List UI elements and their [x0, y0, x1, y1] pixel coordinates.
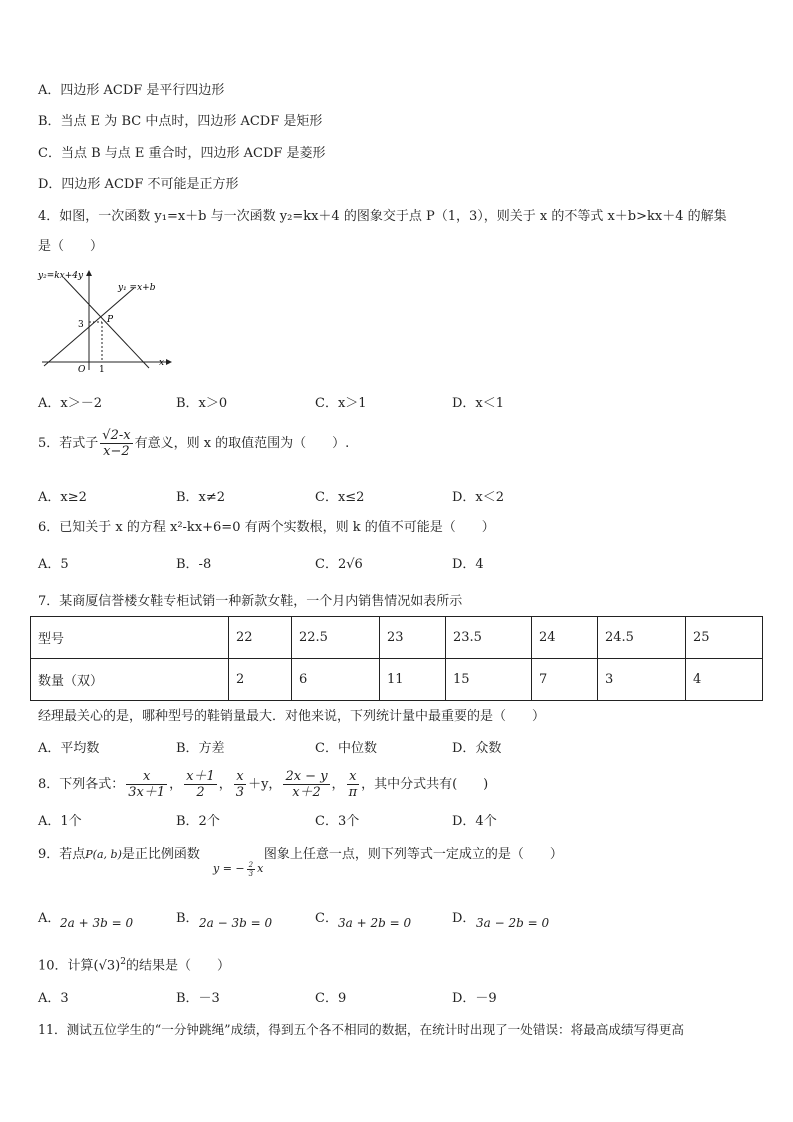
table-cell: 24.5: [598, 617, 686, 659]
q6-option-b: B．-8: [176, 557, 212, 572]
q7-option-b: B．方差: [176, 741, 225, 756]
q5-suffix: 有意义，则 x 的取值范围为（ ）.: [134, 436, 350, 451]
table-cell: 2: [229, 659, 292, 701]
q8-f2-denominator: 2: [196, 785, 205, 800]
q9-option-c-label: C．: [315, 911, 338, 926]
q9-stem: [38, 846, 563, 864]
q8-f5-numerator: x: [347, 769, 360, 785]
q8-suffix: ，其中分式共有( ): [361, 777, 489, 792]
q9-suffix: 图象上任意一点，则下列等式一定成立的是（ ）: [263, 847, 563, 862]
table-cell: 23.5: [446, 617, 532, 659]
q9-option-b-label: B．: [176, 911, 199, 926]
q3-option-a: A．四边形 ACDF 是平行四边形: [38, 83, 225, 98]
sales-table: [30, 616, 763, 701]
q8-fraction-3: [234, 769, 246, 800]
q8-f3-denominator: 3: [235, 785, 245, 800]
q4-option-a: A．x＞－2: [38, 396, 102, 411]
table-cell: 4: [686, 659, 763, 701]
table-cell: 3: [598, 659, 686, 701]
q10-option-c: C．9: [315, 991, 347, 1006]
q9-mid: 是正比例函数: [121, 847, 200, 862]
q8-option-d: D．4个: [452, 814, 497, 829]
q8-f2-numerator: x＋1: [186, 769, 215, 784]
q10-stem: [38, 953, 230, 975]
q8-f5-denominator: π: [348, 785, 358, 800]
q6-stem: 6．已知关于 x 的方程 x²-kx+6=0 有两个实数根，则 k 的值不可能是（ ）: [38, 520, 495, 535]
table-cell: 22.5: [292, 617, 380, 659]
q5-prefix: 5．若式子: [38, 436, 99, 451]
y2-label: y₂=kx+4: [38, 271, 79, 281]
q9-function: [213, 860, 263, 878]
q5-denominator: x−2: [103, 444, 130, 459]
q5-option-d: D．x＜2: [452, 490, 505, 505]
q10-expr: (√3): [93, 958, 121, 974]
q9-func-lhs: y = −: [213, 862, 245, 875]
point-p-label: P: [107, 315, 114, 325]
q10-suffix: 的结果是（ ）: [125, 958, 230, 974]
q4-graph: [34, 266, 174, 376]
origin-label: O: [78, 365, 86, 375]
q6-option-d: D．4: [452, 557, 484, 572]
q10-exponent: 2: [120, 957, 126, 967]
q4-option-c: C．x＞1: [315, 396, 367, 411]
q8-stem: 8．下列各式： $\frac{x}{3x+1}$ ， $\frac{x+1}{2}$ ， $\frac{x}{3}$ ＋y， $\frac{2x - y}{x+2}$ ， $\frac{x}{\pi}$ ，其中分式共有( ): [38, 769, 489, 800]
q8-prefix: 8．下列各式：: [38, 777, 125, 792]
q8-f4-denominator: x＋2: [292, 785, 321, 800]
q8-f1-denominator: 3x＋1: [128, 785, 166, 800]
tick-1-label: 1: [99, 365, 105, 375]
q8-option-b: B．2个: [176, 814, 220, 829]
table-cell: 6: [292, 659, 380, 701]
table-cell: 22: [229, 617, 292, 659]
q7-after-text: 经理最关心的是，哪种型号的鞋销量最大．对他来说，下列统计量中最重要的是（ ）: [38, 709, 546, 724]
table-cell: 数量（双）: [31, 659, 229, 701]
q6-option-c: C．2√6: [315, 557, 363, 572]
q9-func-numerator: 2: [248, 860, 254, 869]
q8-f3-tail: ＋y，: [248, 777, 282, 792]
q8-fraction-1: [126, 769, 167, 800]
q4-stem-1: 4．如图，一次函数 y₁=x＋b 与一次函数 y₂=kx＋4 的图象交于点 P（1，3），则关于 x 的不等式 x＋b>kx＋4 的解集: [38, 209, 727, 224]
q5-option-a: A．x≥2: [38, 490, 87, 505]
q8-option-c: C．3个: [315, 814, 360, 829]
q7-stem: 7．某商厦信誉楼女鞋专柜试销一种新款女鞋，一个月内销售情况如表所示: [38, 594, 463, 609]
q9-option-d-expr: 3a − 2b = 0: [476, 916, 550, 930]
q7-option-c: C．中位数: [315, 741, 377, 756]
table-cell: 15: [446, 659, 532, 701]
q3-option-d: D．四边形 ACDF 不可能是正方形: [38, 177, 239, 192]
q8-fraction-2: [184, 769, 217, 800]
q7-option-d: D．众数: [452, 741, 502, 756]
q10-option-a: A．3: [38, 991, 69, 1006]
y-axis-label: y: [78, 271, 84, 281]
q4-option-b: B．x＞0: [176, 396, 228, 411]
q9-option-d-label: D．: [452, 911, 476, 926]
q5-stem: [38, 425, 349, 463]
table-cell: 23: [380, 617, 446, 659]
x-axis-label: x: [159, 358, 165, 368]
q5-fraction: [100, 428, 132, 459]
q6-option-a: A．5: [38, 557, 69, 572]
q9-prefix: 9．若点: [38, 847, 86, 862]
q11-stem: 11．测试五位学生的“一分钟跳绳”成绩，得到五个各不相同的数据，在统计时出现了一处错误：将最高成绩写得更高: [38, 1022, 684, 1037]
q8-fraction-4: [283, 769, 329, 800]
q5-numerator: √2-x: [102, 428, 131, 443]
q9-option-a-expr: 2a + 3b = 0: [60, 916, 134, 930]
q5-option-c: C．x≤2: [315, 490, 365, 505]
q5-option-b: B．x≠2: [176, 490, 226, 505]
table-cell: 型号: [31, 617, 229, 659]
q9-option-c-expr: 3a + 2b = 0: [338, 916, 412, 930]
tick-3-label: 3: [78, 320, 84, 330]
table-row: [31, 659, 763, 701]
q10-option-b: B．－3: [176, 991, 220, 1006]
q9-option-b-expr: 2a − 3b = 0: [199, 916, 273, 930]
q8-option-a: A．1个: [38, 814, 82, 829]
table-cell: 24: [532, 617, 598, 659]
q3-option-b: B．当点 E 为 BC 中点时，四边形 ACDF 是矩形: [38, 114, 323, 129]
q8-f1-numerator: x: [126, 769, 167, 785]
q8-fraction-5: [347, 769, 360, 800]
table-cell: 7: [532, 659, 598, 701]
q9-option-a-label: A．: [38, 911, 61, 926]
q9-func-x: x: [257, 862, 264, 875]
q9-point: P(a, b): [85, 848, 122, 861]
y1-label: y₁ =x+b: [118, 283, 156, 293]
q9-func-denominator: 3: [248, 869, 254, 878]
table-cell: 11: [380, 659, 446, 701]
table-row: [31, 617, 763, 659]
q10-prefix: 10．计算: [38, 958, 94, 974]
table-cell: 25: [686, 617, 763, 659]
q9-func-fraction: [247, 861, 255, 878]
q4-stem-2: 是（ ）: [38, 239, 104, 254]
q4-option-d: D．x＜1: [452, 396, 505, 411]
q3-option-c: C．当点 B 与点 E 重合时，四边形 ACDF 是菱形: [38, 146, 326, 161]
q10-option-d: D．－9: [452, 991, 497, 1006]
q8-f4-numerator: 2x − y: [285, 769, 328, 784]
q7-option-a: A．平均数: [38, 741, 100, 756]
q8-f3-numerator: x: [234, 769, 246, 785]
